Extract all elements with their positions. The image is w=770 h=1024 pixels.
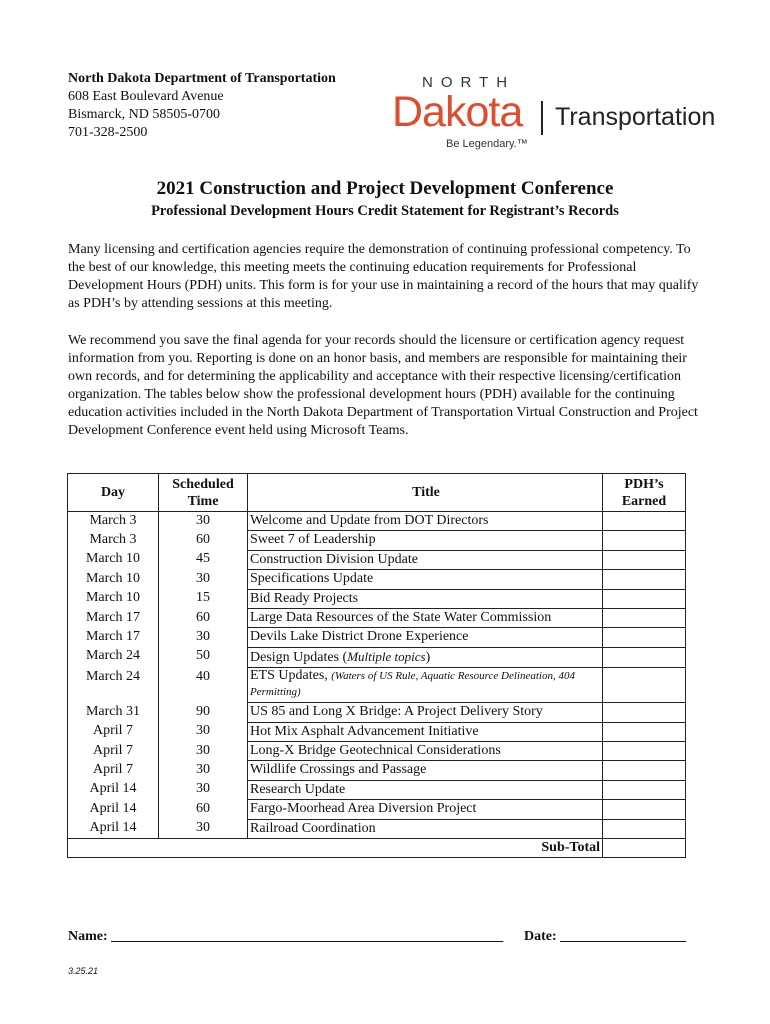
row-pdh-input[interactable]: [603, 609, 686, 628]
table-row: [68, 722, 686, 741]
row-title-text: ETS Updates,: [250, 668, 332, 684]
header-pdh: PDH’s Earned: [603, 474, 686, 512]
row-pdh-input[interactable]: [603, 668, 686, 703]
table-row: [68, 647, 686, 667]
row-title: [248, 742, 603, 761]
subtotal-input[interactable]: [603, 839, 686, 858]
table-row: [68, 780, 686, 799]
row-title-text: Construction Division Update: [250, 551, 418, 567]
logo-divider: [541, 101, 543, 135]
table-row: [68, 668, 686, 703]
row-time: 15: [159, 589, 248, 608]
table-row: [68, 819, 686, 838]
row-pdh-input[interactable]: [603, 628, 686, 647]
row-pdh-input[interactable]: [603, 742, 686, 761]
table-row: [68, 609, 686, 628]
row-day: April 7: [68, 761, 159, 780]
row-time: 30: [159, 512, 248, 531]
row-pdh-input[interactable]: [603, 570, 686, 589]
row-time: 60: [159, 800, 248, 819]
row-day: March 10: [68, 550, 159, 569]
row-time: 60: [159, 609, 248, 628]
footer-date: 3.25.21: [68, 966, 99, 976]
row-pdh-input[interactable]: [603, 531, 686, 550]
row-pdh-input[interactable]: [603, 780, 686, 799]
row-title: [248, 800, 603, 819]
row-time: 60: [159, 531, 248, 550]
row-time: 45: [159, 550, 248, 569]
row-title-text: Wildlife Crossings and Passage: [250, 762, 427, 778]
table-row: [68, 800, 686, 819]
pdh-table: [67, 473, 686, 858]
row-title-note: Multiple topics: [347, 648, 426, 664]
row-title-text: Long-X Bridge Geotechnical Considerations: [250, 743, 501, 759]
row-time: 30: [159, 722, 248, 741]
row-title-note: (Waters of US Rule, Aquatic Resource Delineation, 404 Permitting): [250, 670, 575, 699]
header-title: Title: [248, 474, 603, 512]
row-day: March 24: [68, 647, 159, 667]
table-body: [68, 512, 686, 858]
row-title: [248, 570, 603, 589]
row-day: March 24: [68, 668, 159, 703]
subtotal-row: [68, 839, 686, 858]
row-title-text: Design Updates (: [250, 649, 348, 665]
row-title: [248, 722, 603, 741]
row-day: March 17: [68, 609, 159, 628]
row-title-text: Large Data Resources of the State Water Commission: [250, 610, 552, 626]
row-time: 30: [159, 742, 248, 761]
row-pdh-input[interactable]: [603, 512, 686, 531]
row-day: March 31: [68, 703, 159, 722]
logo-transportation: Transportation: [555, 103, 716, 131]
row-pdh-input[interactable]: [603, 589, 686, 608]
table-row: [68, 761, 686, 780]
row-title-text: Sweet 7 of Leadership: [250, 532, 376, 548]
address-line-2: Bismarck, ND 58505-0700: [68, 107, 221, 122]
row-title: [248, 531, 603, 550]
row-day: April 7: [68, 722, 159, 741]
row-title: [248, 647, 603, 667]
row-pdh-input[interactable]: [603, 550, 686, 569]
row-day: April 7: [68, 742, 159, 761]
row-title: [248, 550, 603, 569]
row-title: [248, 609, 603, 628]
table-row: [68, 589, 686, 608]
document-title: 2021 Construction and Project Development Conference: [156, 178, 614, 199]
table-row: [68, 550, 686, 569]
row-day: March 10: [68, 570, 159, 589]
row-day: March 17: [68, 628, 159, 647]
row-title: [248, 761, 603, 780]
row-time: 30: [159, 570, 248, 589]
row-day: March 10: [68, 589, 159, 608]
row-title-text: Railroad Coordination: [250, 820, 376, 836]
logo-tagline: Be Legendary.™: [446, 138, 528, 150]
row-pdh-input[interactable]: [603, 647, 686, 667]
table-row: [68, 703, 686, 722]
recommendation-paragraph: We recommend you save the final agenda for your records should the licensure or certification agency request information from you. Reporting is done on an honor basis, and members are responsible for maintaining their own records, and for determining the applicability and acceptance with their respective licensing/certification organization. The tables below show the professional development hours (PDH) available for the continuing education activities included in the North Dakota Department of Transportation Virtual Construction and Project Development Conference event held using Microsoft Teams.: [68, 333, 698, 438]
logo-dakota: Dakota: [392, 88, 523, 136]
row-time: 90: [159, 703, 248, 722]
row-time: 40: [159, 668, 248, 703]
row-pdh-input[interactable]: [603, 819, 686, 838]
row-title: [248, 668, 603, 703]
row-day: March 3: [68, 531, 159, 550]
name-field[interactable]: Name: ________________________________________________________: [68, 929, 504, 944]
header-time: Scheduled Time: [159, 474, 248, 512]
document-subtitle: Professional Development Hours Credit Statement for Registrant’s Records: [151, 203, 619, 219]
row-title-text: Bid Ready Projects: [250, 590, 359, 606]
table-row: [68, 742, 686, 761]
row-time: 50: [159, 647, 248, 667]
row-pdh-input[interactable]: [603, 722, 686, 741]
row-title-text: Fargo-Moorhead Area Diversion Project: [250, 801, 477, 817]
row-title: [248, 819, 603, 838]
phone-number: 701-328-2500: [68, 125, 148, 140]
row-title-text: Research Update: [250, 781, 346, 797]
intro-paragraph: Many licensing and certification agencies require the demonstration of continuing professional competency. To the best of our knowledge, this meeting meets the continuing education requirements for Professional Development Hours (PDH) units. This form is for your use in maintaining a record of the hours that may qualify as PDH’s by attending sessions at this meeting.: [68, 242, 699, 311]
row-title: [248, 780, 603, 799]
row-title-text: Devils Lake District Drone Experience: [250, 629, 469, 645]
row-day: March 3: [68, 512, 159, 531]
header-day: Day: [68, 474, 159, 512]
subtotal-label: Sub-Total: [68, 839, 603, 858]
row-pdh-input[interactable]: [603, 703, 686, 722]
row-title: [248, 512, 603, 531]
row-time: 30: [159, 628, 248, 647]
row-title-text: Hot Mix Asphalt Advancement Initiative: [250, 723, 479, 739]
row-title: [248, 703, 603, 722]
date-field[interactable]: Date: __________________: [524, 929, 687, 944]
row-pdh-input[interactable]: [603, 761, 686, 780]
logo-north: NORTH: [422, 74, 516, 91]
row-pdh-input[interactable]: [603, 800, 686, 819]
row-title: [248, 628, 603, 647]
row-title-text: US 85 and Long X Bridge: A Project Delivery Story: [250, 704, 543, 720]
nddot-logo: [392, 74, 716, 156]
row-title-close: ): [425, 649, 431, 665]
table-row: [68, 512, 686, 531]
address-block: [68, 70, 336, 142]
row-title-text: Welcome and Update from DOT Directors: [250, 513, 489, 528]
row-time: 30: [159, 761, 248, 780]
row-title-text: Specifications Update: [250, 571, 374, 587]
row-time: 30: [159, 780, 248, 799]
address-line-1: 608 East Boulevard Avenue: [68, 89, 224, 104]
org-name: North Dakota Department of Transportation: [68, 71, 336, 86]
row-time: 30: [159, 819, 248, 838]
table-row: [68, 628, 686, 647]
table-row: [68, 570, 686, 589]
row-day: April 14: [68, 780, 159, 799]
table-header-row: [68, 474, 686, 512]
row-day: April 14: [68, 800, 159, 819]
row-title: [248, 589, 603, 608]
table-row: [68, 531, 686, 550]
row-day: April 14: [68, 819, 159, 838]
